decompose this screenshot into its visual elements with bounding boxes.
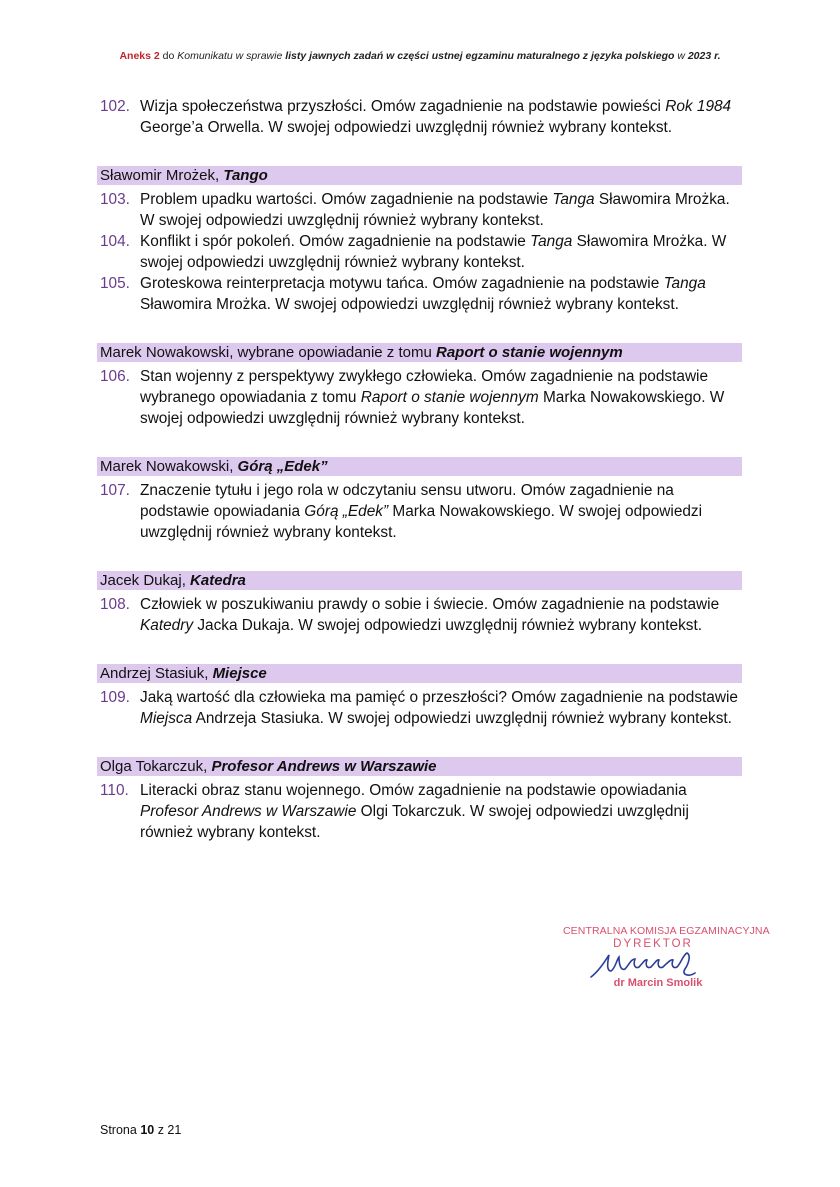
task-item <box>97 189 742 231</box>
task-item <box>97 780 742 843</box>
task-item <box>97 687 742 729</box>
task-text-part: Stan wojenny z perspektywy zwykłego człowieka. Omów zagadnienie na podstawie wybranego opowiadania z tomu <box>140 368 709 406</box>
task-item <box>97 480 742 543</box>
director-stamp <box>563 925 770 995</box>
task-text-part: Marka Nowakowskiego. W swojej odpowiedzi uwzględnij również wybrany kontekst. <box>140 503 703 541</box>
section-raport <box>97 343 742 429</box>
header-text-6: 2023 r. <box>687 50 721 62</box>
section-work-title: Raport o stanie wojennym <box>435 344 623 361</box>
section-author: Sławomir Mrożek, <box>100 167 224 184</box>
task-text <box>140 96 742 138</box>
task-text-part: Sławomira Mrożka. W swojej odpowiedzi uwzględnij również wybrany kontekst. <box>140 191 730 229</box>
task-text <box>140 273 742 315</box>
page-header <box>0 50 840 62</box>
task-number: 105. <box>100 275 130 292</box>
section-heading <box>97 757 742 776</box>
header-prefix: Aneks 2 <box>119 50 160 62</box>
task-text-part: Znaczenie tytułu i jego rola w odczytaniu sensu utworu. Omów zagadnienie na podstawie opowiadania <box>140 482 674 520</box>
section-work-title: Katedra <box>190 572 246 589</box>
task-text-title: Raport o stanie wojennym <box>360 389 539 406</box>
section-work-title: Tango <box>223 167 268 184</box>
task-text-title: Tanga <box>552 191 595 208</box>
task-text-part: Marka Nowakowskiego. W swojej odpowiedzi uwzględnij również wybrany kontekst. <box>140 389 725 427</box>
task-text <box>140 189 742 231</box>
header-text-4: listy jawnych zadań w części ustnej egzaminu maturalnego z języka polskiego <box>285 50 675 62</box>
task-text <box>140 480 742 543</box>
task-text-part: Wizja społeczeństwa przyszłości. Omów zagadnienie na podstawie powieści <box>140 98 666 115</box>
task-text <box>140 594 742 636</box>
task-text-part: George’a Orwella. W swojej odpowiedzi uwzględnij również wybrany kontekst. <box>140 119 673 136</box>
task-text-title: Górą „Edek” <box>304 503 389 520</box>
footer-total-pages: 21 <box>167 1123 182 1137</box>
section-author: Marek Nowakowski, wybrane opowiadanie z tomu <box>100 344 436 361</box>
section-andrews <box>97 757 742 843</box>
task-text-part: Olgi Tokarczuk. W swojej odpowiedzi uwzględnij również wybrany kontekst. <box>140 803 689 841</box>
task-text <box>140 687 742 729</box>
task-number: 103. <box>100 191 130 208</box>
task-text-part: Groteskowa reinterpretacja motywu tańca. Omów zagadnienie na podstawie <box>140 275 664 292</box>
task-number: 104. <box>100 233 130 250</box>
task-text-part: Konflikt i spór pokoleń. Omów zagadnienie na podstawie <box>140 233 531 250</box>
task-text <box>140 366 742 429</box>
task-number: 102. <box>100 98 130 115</box>
section-work-title: Górą „Edek” <box>237 458 328 475</box>
section-author: Marek Nowakowski, <box>100 458 238 475</box>
task-text-part: Jaką wartość dla człowieka ma pamięć o przeszłości? Omów zagadnienie na podstawie <box>140 689 738 706</box>
header-text-2: Komunikatu <box>177 50 233 62</box>
section-orwell <box>97 96 742 138</box>
section-work-title: Profesor Andrews w Warszawie <box>211 758 437 775</box>
section-heading <box>97 571 742 590</box>
task-text-title: Rok 1984 <box>665 98 732 115</box>
task-text-part: Problem upadku wartości. Omów zagadnienie na podstawie <box>140 191 553 208</box>
task-number: 108. <box>100 596 130 613</box>
section-author: Jacek Dukaj, <box>100 572 191 589</box>
stamp-title: DYREKTOR <box>613 938 693 950</box>
header-text-5: w <box>674 50 688 62</box>
task-text-title: Katedry <box>140 617 194 634</box>
task-text-part: Sławomira Mrożka. W swojej odpowiedzi uwzględnij również wybrany kontekst. <box>140 296 679 313</box>
section-heading <box>97 457 742 476</box>
task-text <box>140 780 742 843</box>
task-text-title: Tanga <box>663 275 706 292</box>
task-text-title: Profesor Andrews w Warszawie <box>140 803 357 820</box>
task-text-part: Andrzeja Stasiuka. W swojej odpowiedzi uwzględnij również wybrany kontekst. <box>192 710 732 727</box>
stamp-signer-name: dr Marcin Smolik <box>613 977 703 989</box>
section-edek <box>97 457 742 543</box>
footer-of: z <box>154 1123 168 1137</box>
task-number: 106. <box>100 368 130 385</box>
section-work-title: Miejsce <box>212 665 267 682</box>
task-text-part: Literacki obraz stanu wojennego. Omów zagadnienie na podstawie opowiadania <box>140 782 687 799</box>
stamp-institution: CENTRALNA KOMISJA EGZAMINACYJNA <box>563 925 770 937</box>
header-text-3: w sprawie <box>232 50 286 62</box>
section-tango <box>97 166 742 315</box>
task-text-part: Człowiek w poszukiwaniu prawdy o sobie i świecie. Omów zagadnienie na podstawie <box>140 596 720 613</box>
section-author: Andrzej Stasiuk, <box>100 665 213 682</box>
section-heading <box>97 664 742 683</box>
section-miejsce <box>97 664 742 729</box>
section-heading <box>97 343 742 362</box>
task-item <box>97 273 742 315</box>
task-text-title: Tanga <box>530 233 573 250</box>
footer-page-number: 10 <box>140 1123 155 1137</box>
task-number: 109. <box>100 689 130 706</box>
task-list <box>97 96 742 871</box>
task-text-title: Miejsca <box>140 710 193 727</box>
task-text-part: Sławomira Mrożka. W swojej odpowiedzi uwzględnij również wybrany kontekst. <box>140 233 727 271</box>
page-footer <box>100 1123 181 1137</box>
section-heading <box>97 166 742 185</box>
task-item <box>97 594 742 636</box>
section-katedra <box>97 571 742 636</box>
task-number: 110. <box>100 782 129 799</box>
section-author: Olga Tokarczuk, <box>100 758 212 775</box>
task-item <box>97 96 742 138</box>
task-text <box>140 231 742 273</box>
task-text-part: Jacka Dukaja. W swojej odpowiedzi uwzględnij również wybrany kontekst. <box>193 617 703 634</box>
task-item <box>97 231 742 273</box>
task-number: 107. <box>100 482 130 499</box>
footer-label: Strona <box>100 1123 141 1137</box>
task-item <box>97 366 742 429</box>
header-text-1: do <box>159 50 178 62</box>
